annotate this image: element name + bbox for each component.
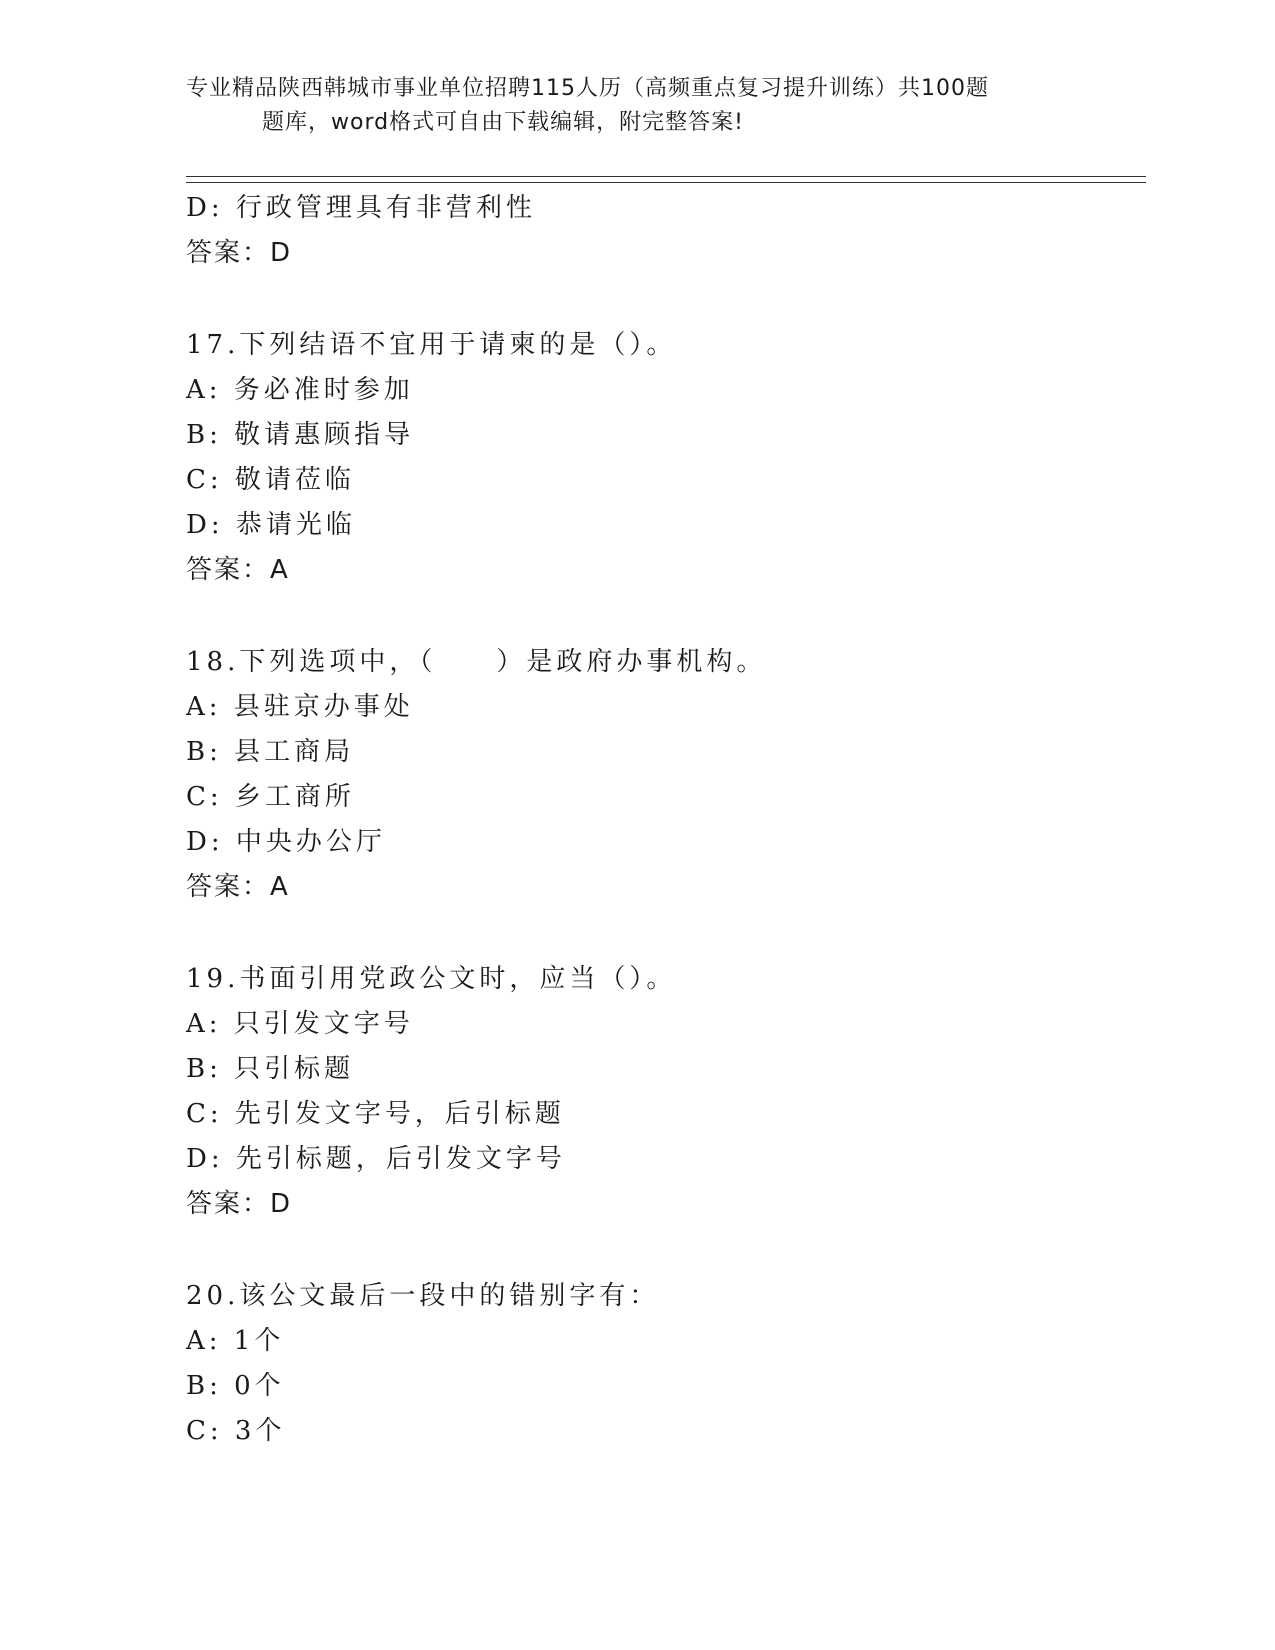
option-c: C: 敬请莅临	[186, 465, 355, 495]
option-b: B: 只引标题	[186, 1054, 355, 1084]
header-title-line-2: 题库，word格式可自由下载编辑，附完整答案!	[262, 110, 744, 135]
option-b: B: 0个	[186, 1371, 285, 1401]
carryover-answer: 答案：D	[186, 238, 293, 268]
question-20	[186, 1274, 1146, 1454]
answer: 答案：D	[186, 1189, 293, 1219]
header-divider-bottom	[186, 182, 1146, 183]
question-19	[186, 957, 1146, 1227]
option-b: B: 敬请惠顾指导	[186, 420, 415, 450]
option-d: D: 中央办公厅	[186, 827, 386, 857]
option-d: D: 先引标题，后引发文字号	[186, 1144, 566, 1174]
option-c: C: 乡工商所	[186, 782, 355, 812]
question-stem: 18.下列选项中，（ ）是政府办事机构。	[186, 647, 767, 677]
question-stem: 19.书面引用党政公文时，应当（）。	[186, 964, 677, 994]
option-c: C: 先引发文字号，后引标题	[186, 1099, 565, 1129]
spacer	[186, 1227, 1146, 1274]
header-title-line-1: 专业精品陕西韩城市事业单位招聘115人历（高频重点复习提升训练）共100题	[186, 76, 989, 101]
spacer	[186, 593, 1146, 640]
question-stem: 17.下列结语不宜用于请柬的是（）。	[186, 330, 677, 360]
option-a: A: 1个	[186, 1326, 285, 1356]
carryover-option-d: D: 行政管理具有非营利性	[186, 193, 536, 223]
spacer	[186, 910, 1146, 957]
question-list	[186, 186, 1146, 1454]
option-c: C: 3个	[186, 1416, 286, 1446]
question-stem: 20.该公文最后一段中的错别字有：	[186, 1281, 660, 1311]
option-a: A: 县驻京办事处	[186, 692, 414, 722]
spacer	[186, 276, 1146, 323]
header-divider-top	[186, 176, 1146, 177]
option-a: A: 只引发文字号	[186, 1009, 414, 1039]
option-d: D: 恭请光临	[186, 510, 356, 540]
question-18	[186, 640, 1146, 910]
question-17	[186, 323, 1146, 593]
answer: 答案：A	[186, 872, 290, 902]
option-a: A: 务必准时参加	[186, 375, 414, 405]
page-header	[186, 72, 1086, 140]
option-b: B: 县工商局	[186, 737, 355, 767]
answer: 答案：A	[186, 555, 290, 585]
